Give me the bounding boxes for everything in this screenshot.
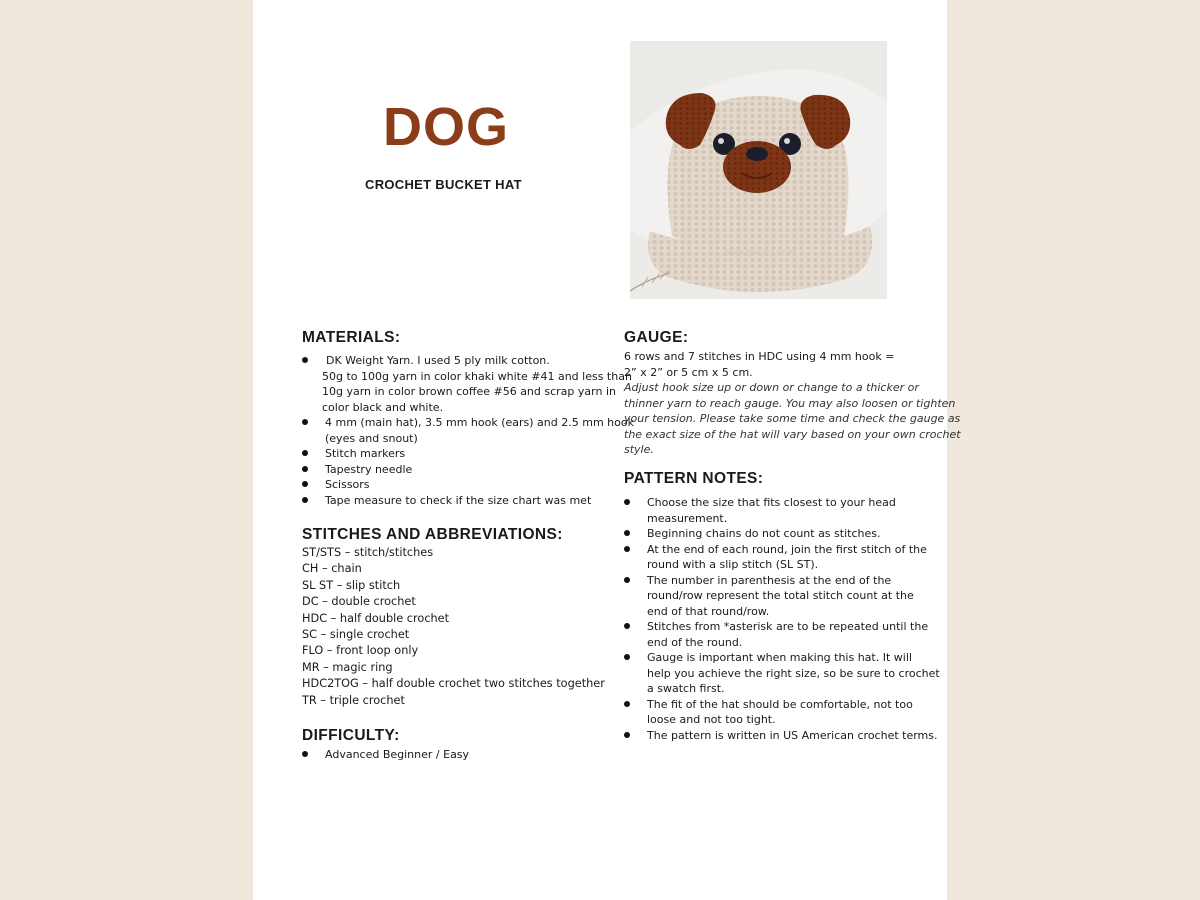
list-item xyxy=(624,650,940,697)
bullet-icon xyxy=(624,701,630,707)
bullet-icon xyxy=(302,357,308,363)
list-item xyxy=(302,493,602,509)
list-item-line: The number in parenthesis at the end of the xyxy=(647,573,892,587)
list-item-line: end of that round/row. xyxy=(647,604,770,618)
dog-hat-photo xyxy=(630,41,887,299)
list-item xyxy=(624,728,938,744)
stitches-heading: STITCHES AND ABBREVIATIONS: xyxy=(302,526,563,543)
list-item-line: Tapestry needle xyxy=(325,462,413,476)
bullet-icon xyxy=(624,530,630,536)
list-item-line: DK Weight Yarn. I used 5 ply milk cotton. xyxy=(326,354,550,367)
list-item xyxy=(302,353,632,415)
gauge-heading: GAUGE: xyxy=(624,329,689,346)
abbreviations-list xyxy=(302,545,605,709)
list-item-line: Stitches from *asterisk are to be repeated until the xyxy=(647,620,929,633)
list-item xyxy=(302,462,602,478)
gauge-line: 6 rows and 7 stitches in HDC using 4 mm hook = xyxy=(624,350,895,363)
list-item-line: a swatch first. xyxy=(647,682,725,695)
list-item-line: The pattern is written in US American crochet terms. xyxy=(647,728,938,742)
list-item-line: The fit of the hat should be comfortable, not too xyxy=(647,697,913,711)
bullet-icon xyxy=(302,466,308,472)
photo-watermark: NOOK CRAFTS & STUFF xyxy=(726,250,797,257)
abbreviation-item: SL ST – slip stitch xyxy=(302,578,401,592)
abbreviation-item: ST/STS – stitch/stitches xyxy=(302,546,434,559)
abbreviation-item: CH – chain xyxy=(302,562,362,576)
list-item-line: Advanced Beginner / Easy xyxy=(325,748,470,761)
difficulty-heading: DIFFICULTY: xyxy=(302,727,400,744)
bullet-icon xyxy=(624,499,630,505)
list-item-line: (eyes and snout) xyxy=(325,431,418,445)
list-item xyxy=(624,526,914,542)
pattern-subtitle: CROCHET BUCKET HAT xyxy=(365,177,522,192)
pattern-title: DOG xyxy=(383,97,510,157)
dog-hat-illustration xyxy=(630,41,887,299)
abbreviation-item: HDC2TOG – half double crochet two stitches together xyxy=(302,677,605,691)
list-item-line: 4 mm (main hat), 3.5 mm hook (ears) and 2.5 mm hook xyxy=(325,416,634,429)
gauge-note-line: thinner yarn to reach gauge. You may also loosen or tighten xyxy=(624,396,956,410)
list-item-line: round with a slip stitch (SL ST). xyxy=(647,558,819,571)
pattern-notes-list xyxy=(624,495,940,743)
list-item-line: round/row represent the total stitch count at the xyxy=(647,589,914,602)
list-item-line: 50g to 100g yarn in color khaki white #41 and less than xyxy=(322,369,632,383)
abbreviation-item: HDC – half double crochet xyxy=(302,611,450,625)
pattern-notes-heading: PATTERN NOTES: xyxy=(624,470,764,487)
list-item-line: Beginning chains do not count as stitches. xyxy=(647,527,881,540)
gauge-note-line: the exact size of the hat will vary based on your own crochet xyxy=(624,427,961,441)
bullet-icon xyxy=(302,497,308,503)
list-item-line: Gauge is important when making this hat. It will xyxy=(647,651,912,664)
gauge-note xyxy=(624,380,961,458)
bullet-icon xyxy=(624,732,630,738)
list-item-line: measurement. xyxy=(647,511,728,525)
bullet-icon xyxy=(302,419,308,425)
abbreviation-item: DC – double crochet xyxy=(302,595,416,609)
bullet-icon xyxy=(624,623,630,629)
list-item-line: Stitch markers xyxy=(325,447,406,460)
list-item-line: 10g yarn in color brown coffee #56 and scrap yarn in xyxy=(322,385,616,398)
list-item-line: At the end of each round, join the first stitch of the xyxy=(647,542,927,556)
list-item-line: Tape measure to check if the size chart was met xyxy=(325,493,592,507)
list-item xyxy=(302,747,602,763)
gauge-text xyxy=(624,349,961,458)
list-item xyxy=(302,415,634,446)
list-item xyxy=(624,697,914,728)
bullet-icon xyxy=(624,654,630,660)
gauge-note-line: style. xyxy=(624,443,654,456)
abbreviation-item: SC – single crochet xyxy=(302,628,410,642)
gauge-note-line: Adjust hook size up or down or change to a thicker or xyxy=(624,381,919,394)
abbreviation-item: TR – triple crochet xyxy=(302,693,405,707)
difficulty-list xyxy=(302,747,602,763)
list-item xyxy=(624,542,927,573)
bullet-icon xyxy=(624,546,630,552)
list-item xyxy=(302,477,602,493)
list-item xyxy=(624,619,929,650)
gauge-note-line: your tension. Please take some time and check the gauge as xyxy=(624,412,961,425)
list-item-line: Scissors xyxy=(325,478,370,491)
materials-list xyxy=(302,353,634,508)
list-item-line: Choose the size that fits closest to your head xyxy=(647,496,896,509)
bullet-icon xyxy=(624,577,630,583)
bullet-icon xyxy=(302,450,308,456)
bullet-icon xyxy=(302,481,308,487)
list-item xyxy=(624,573,914,620)
materials-heading: MATERIALS: xyxy=(302,329,401,346)
list-item xyxy=(302,446,602,462)
list-item xyxy=(624,495,914,526)
abbreviation-item: FLO – front loop only xyxy=(302,644,419,658)
list-item-line: help you achieve the right size, so be sure to crochet xyxy=(647,666,940,680)
list-item-line: loose and not too tight. xyxy=(647,713,776,726)
list-item-line: end of the round. xyxy=(647,635,743,649)
gauge-line: 2” x 2” or 5 cm x 5 cm. xyxy=(624,365,753,379)
bullet-icon xyxy=(302,751,308,757)
abbreviation-item: MR – magic ring xyxy=(302,660,393,674)
list-item-line: color black and white. xyxy=(322,400,444,414)
